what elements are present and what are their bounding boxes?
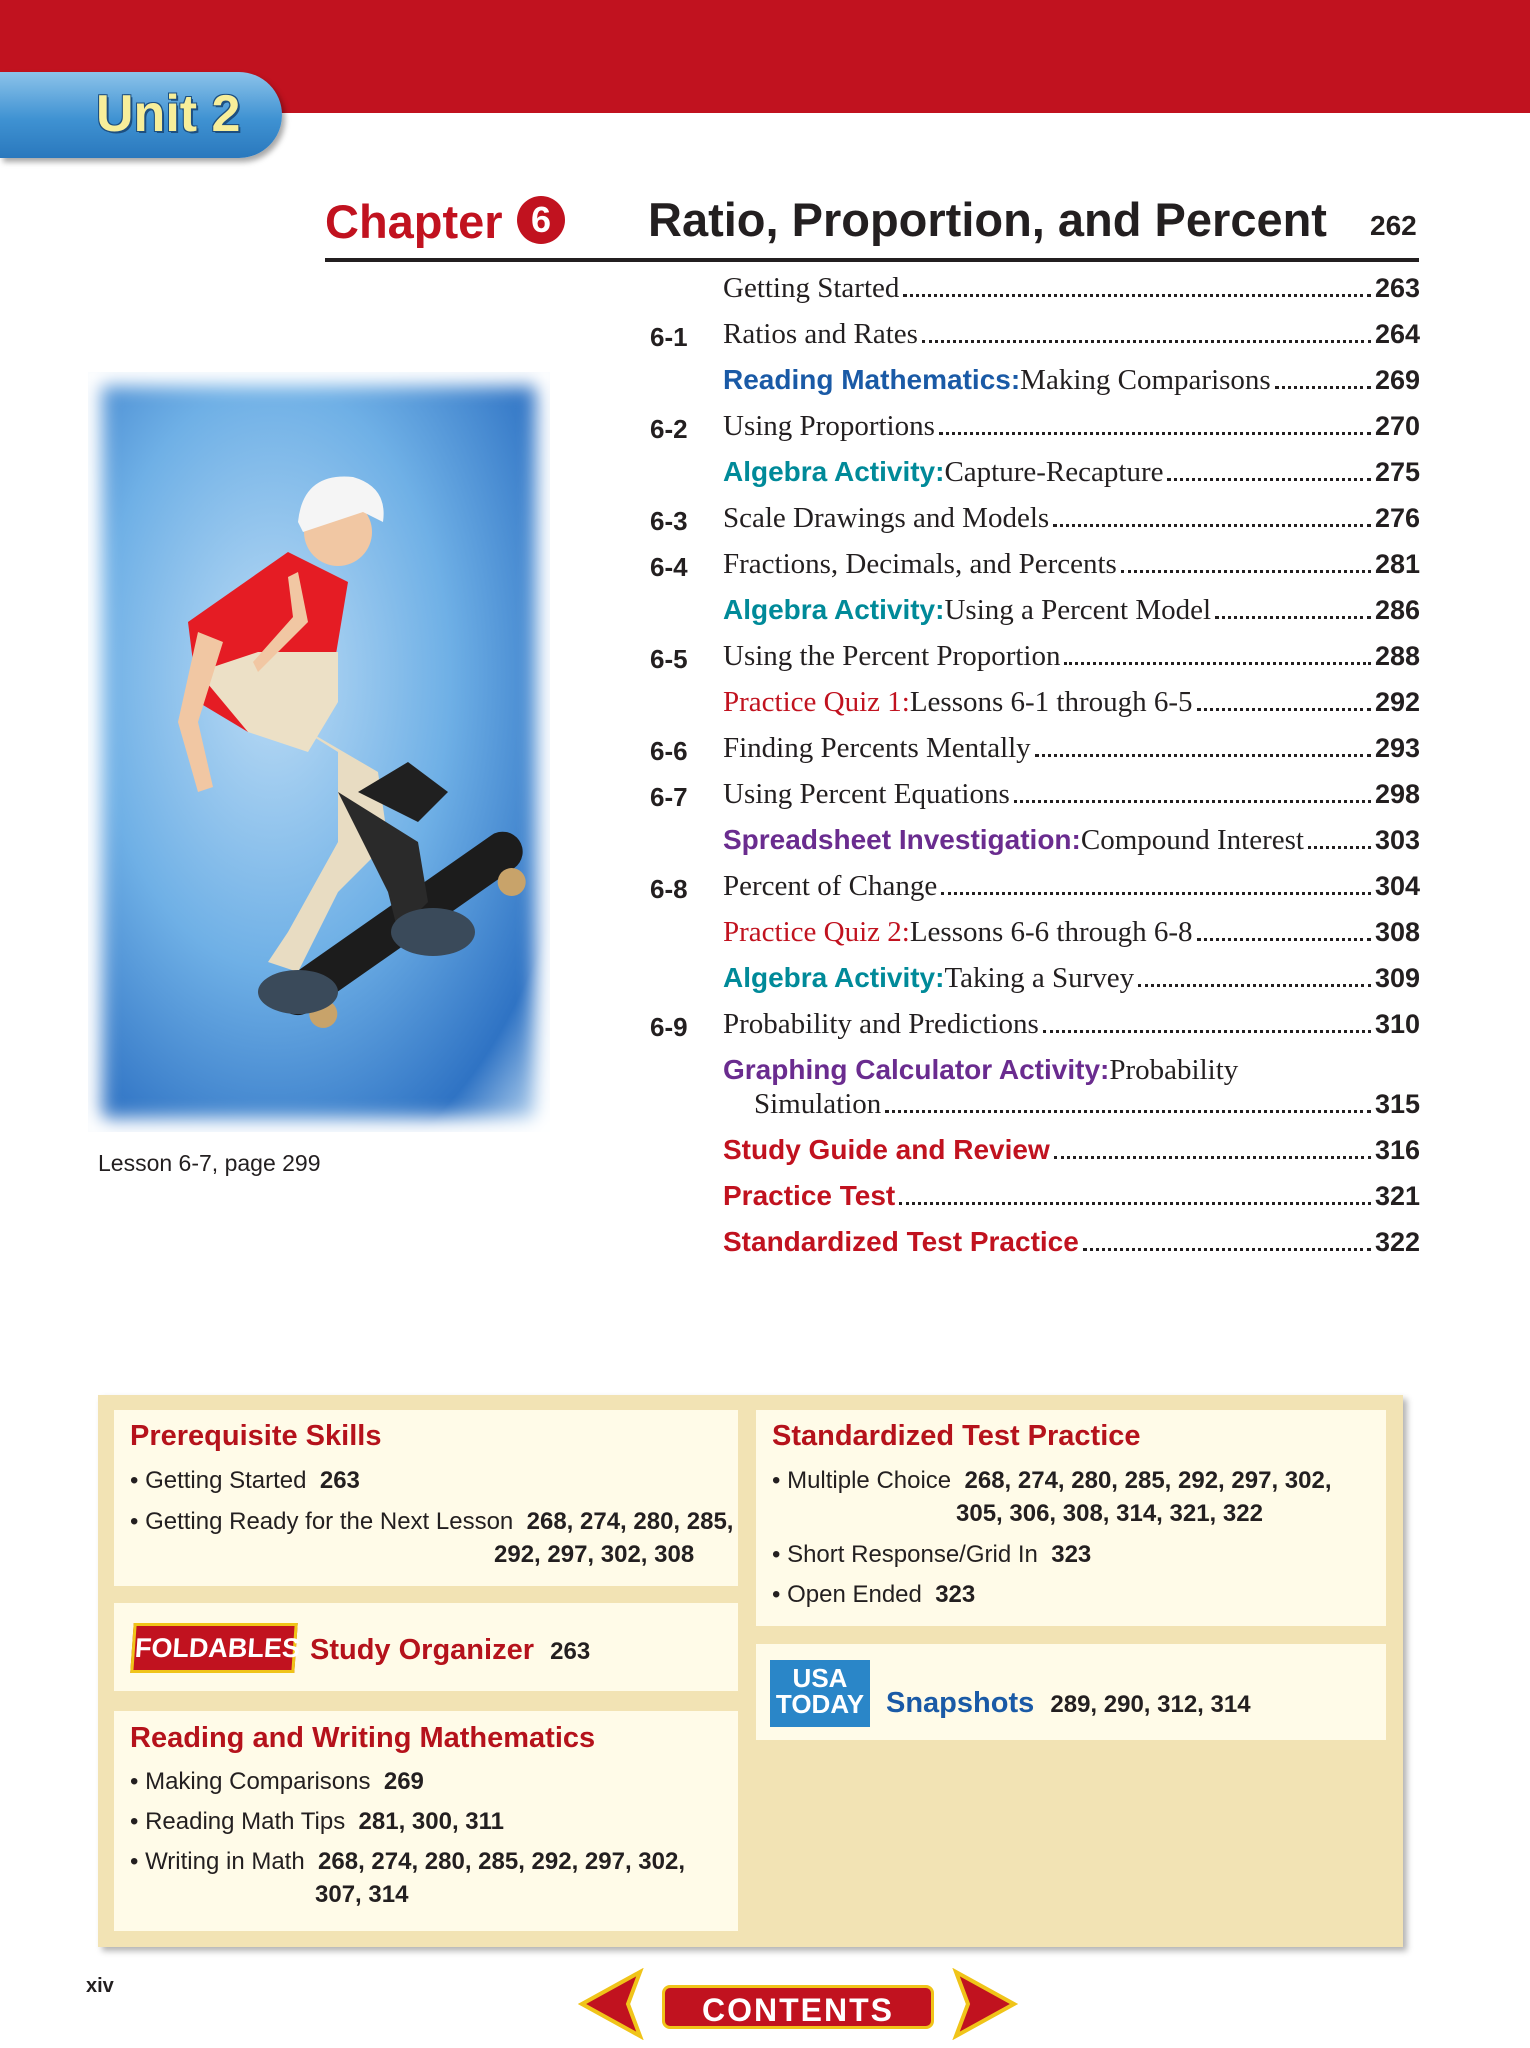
toc-entry-text: Lessons 6-1 through 6-5 bbox=[909, 686, 1193, 718]
list-item[interactable]: • Writing in Math 268, 274, 280, 285, 292, 297, 302, bbox=[130, 1848, 686, 1875]
toc-page-number: 288 bbox=[1374, 641, 1420, 671]
toc-entry-text: Using the Percent Proportion bbox=[723, 640, 1061, 672]
toc-entry[interactable] bbox=[650, 916, 1420, 956]
leader-dots bbox=[939, 432, 1371, 435]
toc-entry-lead: Graphing Calculator Activity: bbox=[723, 1054, 1110, 1085]
toc-entry-text: Fractions, Decimals, and Percents bbox=[723, 548, 1117, 580]
leader-dots bbox=[899, 1202, 1371, 1205]
list-item[interactable]: • Reading Math Tips 281, 300, 311 bbox=[130, 1808, 505, 1835]
toc-entry-text: Ratios and Rates bbox=[723, 318, 918, 350]
leader-dots bbox=[1043, 1030, 1371, 1033]
leader-dots bbox=[1197, 708, 1371, 711]
toc-page-number: 310 bbox=[1374, 1009, 1420, 1039]
leader-dots bbox=[885, 1110, 1371, 1113]
toc-entry-lead: Algebra Activity: bbox=[723, 456, 945, 487]
toc-entry-lead: Standardized Test Practice bbox=[723, 1226, 1079, 1257]
list-item[interactable]: • Getting Started 263 bbox=[130, 1467, 360, 1494]
toc-page-number: 321 bbox=[1374, 1181, 1420, 1211]
toc-entry[interactable] bbox=[650, 1180, 1420, 1220]
toc-lesson-number: 6-9 bbox=[650, 1012, 688, 1042]
toc-entry-text: Percent of Change bbox=[723, 870, 938, 902]
leader-dots bbox=[941, 892, 1371, 895]
toc-entry-text: Scale Drawings and Models bbox=[723, 502, 1050, 534]
list-item[interactable]: • Making Comparisons 269 bbox=[130, 1768, 424, 1795]
toc-entry-text: Capture-Recapture bbox=[944, 456, 1164, 488]
leader-dots bbox=[1215, 616, 1371, 619]
toc-lesson-number: 6-5 bbox=[650, 644, 688, 674]
chapter-number-badge: 6 bbox=[517, 196, 565, 244]
list-item[interactable]: • Open Ended 323 bbox=[772, 1581, 976, 1608]
leader-dots bbox=[1054, 1156, 1371, 1159]
foldables-logo: FOLDABLES bbox=[130, 1623, 297, 1673]
toc-entry[interactable] bbox=[650, 1226, 1420, 1266]
contents-button[interactable]: CONTENTS bbox=[662, 1985, 934, 2029]
study-organizer-title[interactable]: Study Organizer 263 bbox=[310, 1634, 591, 1666]
toc-lesson-number: 6-4 bbox=[650, 552, 688, 582]
leader-dots bbox=[1275, 386, 1371, 389]
leader-dots bbox=[922, 340, 1371, 343]
leader-dots bbox=[1138, 984, 1371, 987]
toc-page-number: 298 bbox=[1374, 779, 1420, 809]
toc-page-number: 304 bbox=[1374, 871, 1420, 901]
list-item[interactable]: • Getting Ready for the Next Lesson 268, 274, 280, 285, bbox=[130, 1508, 734, 1535]
toc-entry-text: Making Comparisons bbox=[1020, 364, 1271, 396]
toc-lesson-number: 6-3 bbox=[650, 506, 688, 536]
toc-entry-text: Lessons 6-6 through 6-8 bbox=[909, 916, 1193, 948]
toc-entry[interactable] bbox=[650, 272, 1420, 312]
toc-entry-lead: Practice Quiz 1: bbox=[723, 686, 910, 718]
chapter-rule bbox=[325, 258, 1419, 262]
page-folio: xiv bbox=[86, 1975, 114, 1997]
toc-page-number: 315 bbox=[1374, 1089, 1420, 1119]
toc-entry-text: Probability and Predictions bbox=[723, 1008, 1039, 1040]
toc-lesson-number: 6-8 bbox=[650, 874, 688, 904]
toc-entry-lead: Algebra Activity: bbox=[723, 962, 945, 993]
toc-page-number: 269 bbox=[1374, 365, 1420, 395]
toc-page-number: 281 bbox=[1374, 549, 1420, 579]
toc-entry-text: Using a Percent Model bbox=[944, 594, 1212, 626]
toc-entry[interactable] bbox=[650, 1008, 1420, 1048]
leader-dots bbox=[1035, 754, 1371, 757]
toc-page-number: 309 bbox=[1374, 963, 1420, 993]
toc-entry[interactable] bbox=[650, 410, 1420, 450]
toc-page-number: 275 bbox=[1374, 457, 1420, 487]
toc-lesson-number: 6-6 bbox=[650, 736, 688, 766]
toc-page-number: 303 bbox=[1374, 825, 1420, 855]
toc-entry[interactable] bbox=[650, 732, 1420, 772]
photo-caption: Lesson 6-7, page 299 bbox=[98, 1150, 321, 1176]
previous-arrow-icon[interactable] bbox=[578, 1968, 644, 2040]
toc-entry-lead: Study Guide and Review bbox=[723, 1134, 1050, 1165]
next-arrow-icon[interactable] bbox=[952, 1968, 1018, 2040]
skateboarder-illustration bbox=[88, 372, 550, 1132]
toc-lesson-number: 6-7 bbox=[650, 782, 688, 812]
toc-entry[interactable] bbox=[650, 364, 1420, 404]
toc-page-number: 264 bbox=[1374, 319, 1420, 349]
toc-entry-lead: Practice Test bbox=[723, 1180, 896, 1211]
toc-entry-text: Compound Interest bbox=[1080, 824, 1304, 856]
toc-page-number: 270 bbox=[1374, 411, 1420, 441]
toc-entry-text: Finding Percents Mentally bbox=[723, 732, 1031, 764]
leader-dots bbox=[1121, 570, 1371, 573]
toc-page-number: 286 bbox=[1374, 595, 1420, 625]
toc-entry[interactable] bbox=[650, 594, 1420, 634]
leader-dots bbox=[1308, 846, 1371, 849]
chapter-page: 262 bbox=[1370, 210, 1417, 241]
list-item[interactable]: • Short Response/Grid In 323 bbox=[772, 1541, 1092, 1568]
prerequisite-skills-title: Prerequisite Skills bbox=[130, 1420, 382, 1452]
snapshots-title[interactable]: Snapshots 289, 290, 312, 314 bbox=[886, 1687, 1251, 1719]
leader-dots bbox=[1064, 662, 1370, 665]
toc-entry[interactable] bbox=[650, 640, 1420, 680]
toc-page-number: 292 bbox=[1374, 687, 1420, 717]
toc-entry[interactable] bbox=[650, 824, 1420, 864]
usa-today-logo: USA TODAY bbox=[770, 1660, 870, 1727]
leader-dots bbox=[903, 294, 1371, 297]
list-item-continued[interactable]: 307, 314 bbox=[315, 1881, 409, 1908]
list-item-continued[interactable]: 292, 297, 302, 308 bbox=[494, 1541, 695, 1568]
toc-page-number: 276 bbox=[1374, 503, 1420, 533]
toc-entry[interactable] bbox=[650, 1054, 1420, 1120]
toc-entry[interactable] bbox=[650, 778, 1420, 818]
standardized-test-title: Standardized Test Practice bbox=[772, 1420, 1141, 1452]
leader-dots bbox=[1014, 800, 1371, 803]
toc-lesson-number: 6-2 bbox=[650, 414, 688, 444]
list-item[interactable]: • Multiple Choice 268, 274, 280, 285, 292, 297, 302, bbox=[772, 1467, 1332, 1494]
toc-page-number: 316 bbox=[1374, 1135, 1420, 1165]
list-item-continued[interactable]: 305, 306, 308, 314, 321, 322 bbox=[956, 1500, 1263, 1527]
toc-entry[interactable] bbox=[650, 962, 1420, 1002]
unit-label: Unit 2 bbox=[96, 85, 241, 143]
toc-entry-text: Getting Started bbox=[723, 272, 900, 304]
chapter-title[interactable]: Ratio, Proportion, and Percent bbox=[648, 193, 1327, 246]
skateboarder-photo bbox=[88, 372, 550, 1132]
toc-entry-lead: Reading Mathematics: bbox=[723, 364, 1021, 395]
toc-entry-lead: Spreadsheet Investigation: bbox=[723, 824, 1081, 855]
leader-dots bbox=[1053, 524, 1371, 527]
toc-entry-text: Taking a Survey bbox=[944, 962, 1135, 994]
chapter-word: Chapter bbox=[325, 195, 503, 248]
toc-entry[interactable] bbox=[650, 456, 1420, 496]
toc-entry-lead: Algebra Activity: bbox=[723, 594, 945, 625]
toc-entry[interactable] bbox=[650, 548, 1420, 588]
toc-page-number: 322 bbox=[1374, 1227, 1420, 1257]
toc-entry[interactable] bbox=[650, 318, 1420, 358]
toc-entry[interactable] bbox=[650, 686, 1420, 726]
toc-page-number: 263 bbox=[1374, 273, 1420, 303]
toc-entry-text: Using Proportions bbox=[723, 410, 935, 442]
leader-dots bbox=[1197, 938, 1371, 941]
reading-writing-title: Reading and Writing Mathematics bbox=[130, 1722, 596, 1754]
toc-entry-lead: Practice Quiz 2: bbox=[723, 916, 910, 948]
toc-page-number: 293 bbox=[1374, 733, 1420, 763]
toc-lesson-number: 6-1 bbox=[650, 322, 688, 352]
toc-entry-text: Probability bbox=[1109, 1054, 1239, 1086]
leader-dots bbox=[1167, 478, 1370, 481]
toc-page-number: 308 bbox=[1374, 917, 1420, 947]
toc-entry[interactable] bbox=[650, 870, 1420, 910]
toc-entry[interactable] bbox=[650, 1134, 1420, 1174]
toc-entry[interactable] bbox=[650, 502, 1420, 542]
toc-entry-text-continued: Simulation bbox=[754, 1088, 882, 1120]
leader-dots bbox=[1083, 1248, 1371, 1251]
toc-entry-text: Using Percent Equations bbox=[723, 778, 1010, 810]
